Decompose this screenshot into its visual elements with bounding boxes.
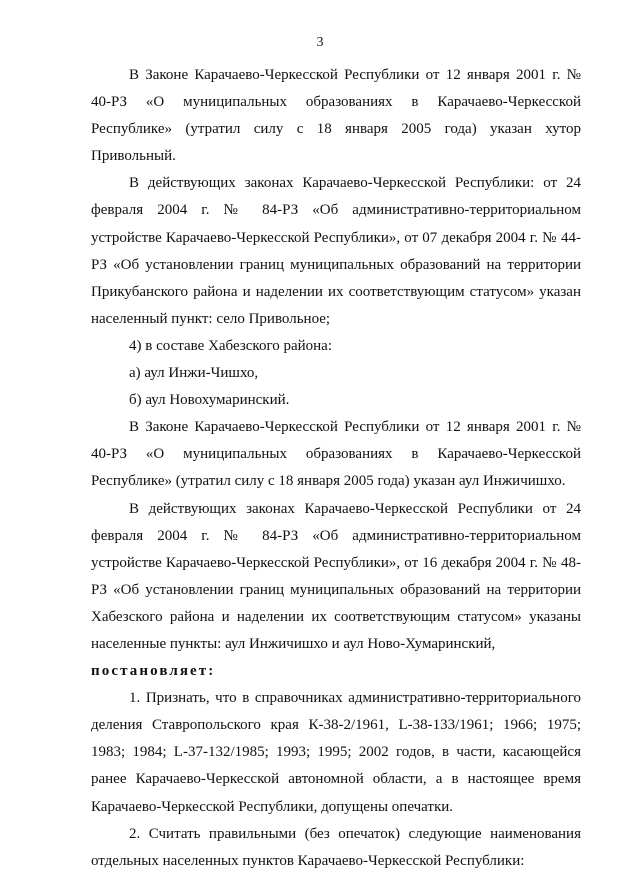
- paragraph-current-laws-habez: В действующих законах Карачаево-Черкесской Республики от 24 февраля 2004 г. № 84-РЗ «Об административно-территориальном устройстве Карачаево-Черкесской Республики», от 16 декабря 2004 г. № 48-РЗ «Об установлении границ муниципальных образований на территории Хабезского района и наделении их соответствующим статусом» указаны населенные пункты: аул Инжичишхо и аул Ново-Хумаринский,: [91, 500, 581, 652]
- page-number: 3: [316, 35, 324, 50]
- list-item-novokhumarinsky: б) аул Новохумаринский.: [129, 392, 290, 409]
- paragraph-point-1: 1. Признать, что в справочниках административно-территориального деления Ставропольского края К-38-2/1961, L-38-133/1961; 1966; 1975; 1983; 1984; L-37-132/1985; 1993; 1995; 2002 годов, в части, касающейся ранее Карачаево-Черкесской автономной области, а в настоящее время Карачаево-Черкесской Республики, допущены опечатки.: [91, 690, 581, 815]
- list-item-inzhi-chishkho: а) аул Инжи-Чишхо,: [129, 365, 259, 382]
- paragraph-law-2001-hutor: В Законе Карачаево-Черкесской Республики от 12 января 2001 г. № 40-РЗ «О муниципальных образованиях в Карачаево-Черкесской Республике» (утратил силу с 18 января 2005 года) указан хутор Привольный.: [91, 67, 581, 165]
- paragraph-current-laws-privolnoe: В действующих законах Карачаево-Черкесской Республики: от 24 февраля 2004 г. № 84-РЗ «Об административно-территориальном устройстве Карачаево-Черкесской Республики», от 07 декабря 2004 г. № 44-РЗ «Об установлении границ муниципальных образований на территории Прикубанского района и наделении их соответствующим статусом» указан населенный пункт: село Привольное;: [91, 175, 581, 327]
- paragraph-law-2001-inzhichishkho: В Законе Карачаево-Черкесской Республики от 12 января 2001 г. № 40-РЗ «О муниципальных образованиях в Карачаево-Черкесской Республике» (утратил силу с 18 января 2005 года) указан аул Инжичишхо.: [91, 419, 581, 490]
- paragraph-point-2: 2. Считать правильными (без опечаток) следующие наименования отдельных населенных пунктов Карачаево-Черкесской Республики:: [91, 825, 581, 869]
- decree-heading: постановляет:: [91, 663, 216, 680]
- list-item-habez-district: 4) в составе Хабезского района:: [129, 337, 333, 354]
- document-body: [91, 62, 581, 875]
